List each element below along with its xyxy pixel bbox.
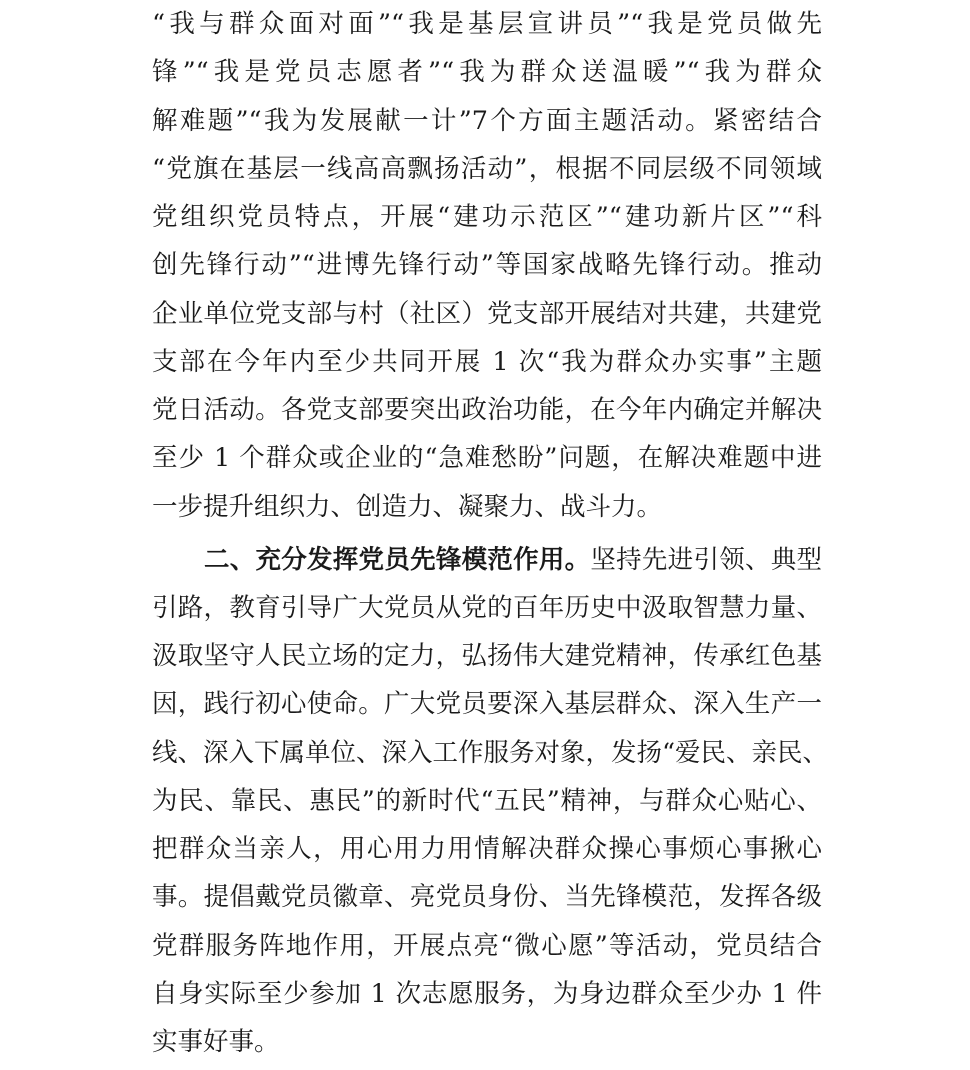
paragraph-2-line-1-rest: 坚持先进引领、典型: [590, 545, 822, 575]
paragraph-2-line-2: 引路，教育引导广大党员从党的百年历史中汲取智慧力量、: [152, 593, 822, 623]
paragraph-2-line-11: 实事好事。: [152, 1027, 280, 1057]
paragraph-2-line-8: 事。提倡戴党员徽章、亮党员身份、当先锋模范，发挥各级: [152, 882, 822, 912]
paragraph-2-line-4: 因，践行初心使命。广大党员要深入基层群众、深入生产一: [152, 689, 822, 719]
paragraph-2-line-3: 汲取坚守人民立场的定力，弘扬伟大建党精神，传承红色基: [152, 641, 822, 671]
paragraph-2-line-7: 把群众当亲人，用心用力用情解决群众操心事烦心事揪心: [152, 834, 822, 864]
paragraph-1-line-3: 解难题”“我为发展献一计”7个方面主题活动。紧密结合: [152, 106, 822, 136]
paragraph-2-line-10: 自身实际至少参加 1 次志愿服务，为身边群众至少办 1 件: [152, 979, 822, 1009]
paragraph-2-line-6: 为民、靠民、惠民”的新时代“五民”精神，与群众心贴心、: [152, 786, 822, 816]
paragraph-2-line-9: 党群服务阵地作用，开展点亮“微心愿”等活动，党员结合: [152, 931, 822, 961]
paragraph-1-line-4: “党旗在基层一线高高飘扬活动”，根据不同层级不同领域: [152, 154, 822, 184]
paragraph-2-line-5: 线、深入下属单位、深入工作服务对象，发扬“爱民、亲民、: [152, 738, 829, 768]
paragraph-1-line-8: 支部在今年内至少共同开展 1 次“我为群众办实事”主题: [152, 347, 822, 377]
paragraph-1-line-6: 创先锋行动”“进博先锋行动”等国家战略先锋行动。推动: [152, 250, 822, 280]
paragraph-1-line-7: 企业单位党支部与村（社区）党支部开展结对共建，共建党: [152, 299, 822, 329]
paragraph-1-line-9: 党日活动。各党支部要突出政治功能，在今年内确定并解决: [152, 395, 822, 425]
paragraph-2-first-line: [204, 540, 822, 580]
paragraph-1-line-5: 党组织党员特点，开展“建功示范区”“建功新片区”“科: [152, 202, 822, 232]
paragraph-1-line-10: 至少 1 个群众或企业的“急难愁盼”问题，在解决难题中进: [152, 443, 822, 473]
paragraph-1-line-2: 锋”“我是党员志愿者”“我为群众送温暖”“我为群众: [152, 57, 822, 87]
section-heading: 二、充分发挥党员先锋模范作用。: [204, 545, 591, 575]
paragraph-1-line-1: “我与群众面对面”“我是基层宣讲员”“我是党员做先: [152, 9, 822, 39]
paragraph-1-line-11: 一步提升组织力、创造力、凝聚力、战斗力。: [152, 492, 663, 522]
